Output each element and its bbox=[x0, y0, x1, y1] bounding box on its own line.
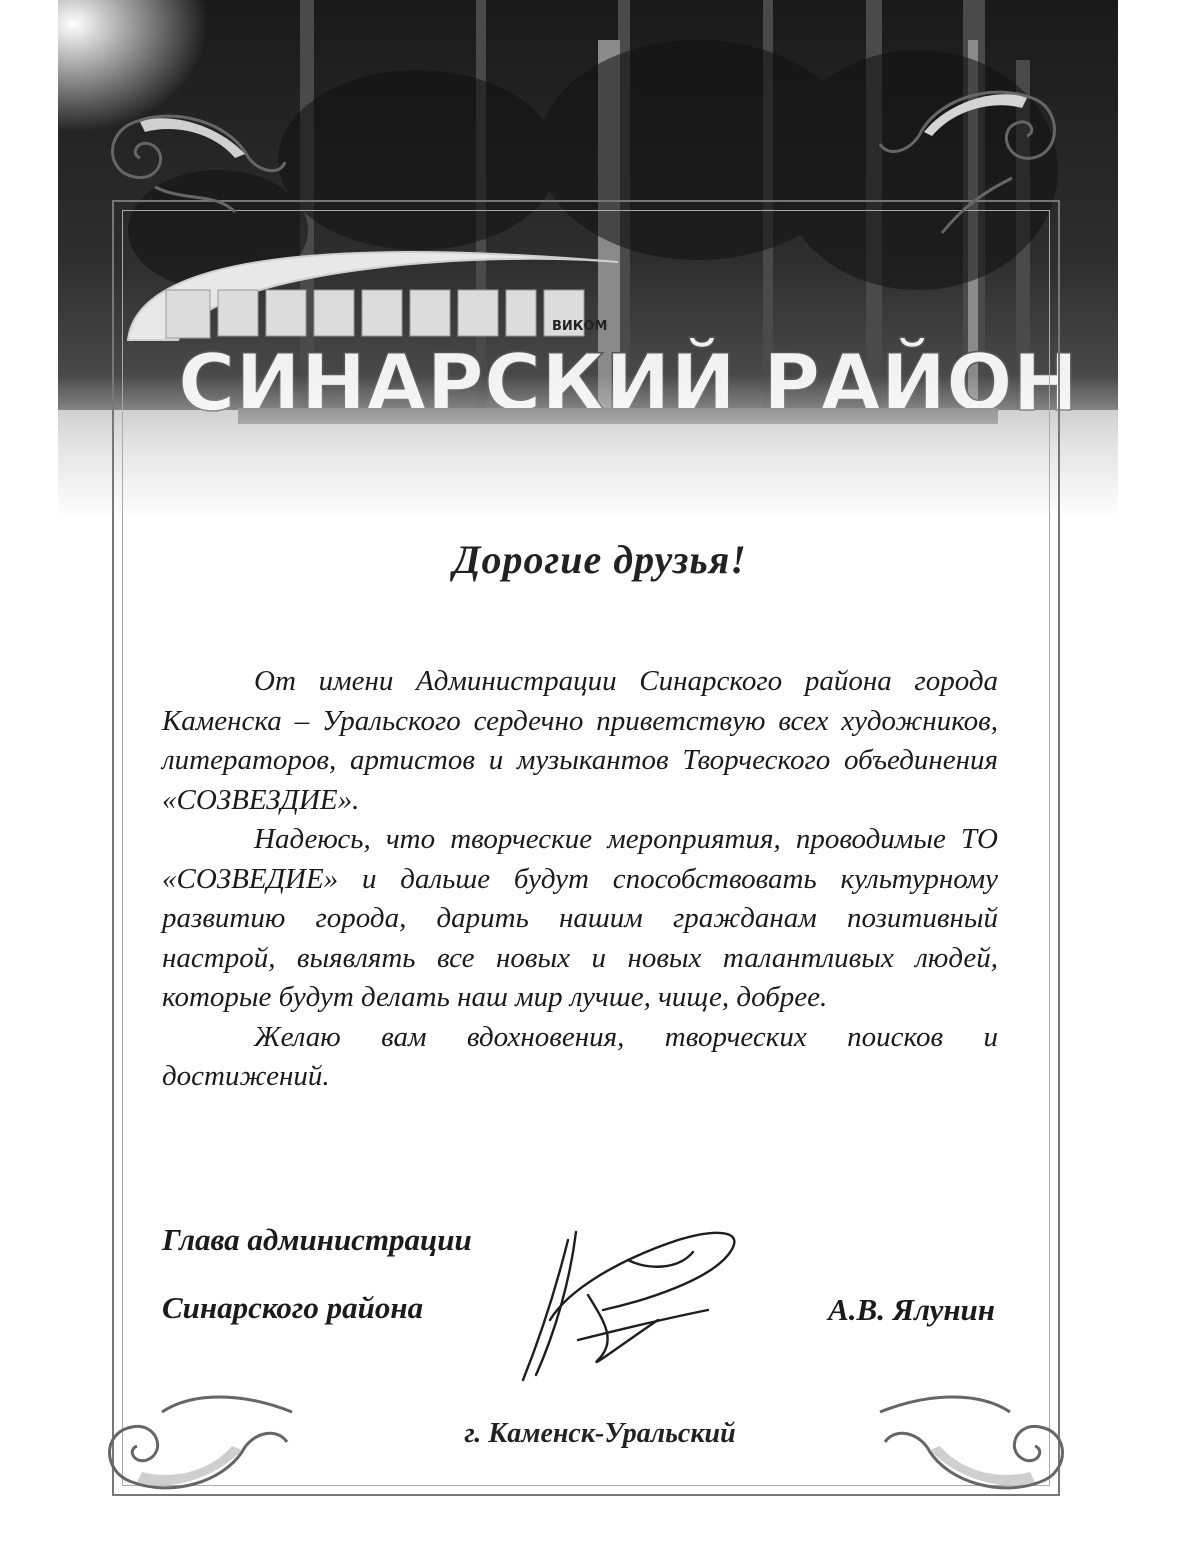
signatory-name: А.В. Ялунин bbox=[828, 1292, 995, 1327]
paragraph: От имени Администрации Синарского района города Каменска – Уральского сердечно приветствую всех художников, литераторов, артистов и музыкантов Творческого объединения «СОЗВЕЗДИЕ». bbox=[162, 665, 998, 816]
scroll-ornament-icon bbox=[95, 92, 295, 242]
paragraph: Надеюсь, что творческие мероприятия, проводимые ТО «СОЗВЕДИЕ» и дальше будут способствовать культурному развитию города, дарить нашим гражданам позитивный настрой, выявлять все новых и новых талантливых людей, которые будут делать наш мир лучше, чище, добрее. bbox=[162, 823, 998, 1013]
paragraph: Желаю вам вдохновения, творческих поисков и достижений. bbox=[162, 1020, 998, 1092]
letter-body bbox=[162, 662, 998, 1097]
footer-city: г. Каменск-Уральский bbox=[464, 1418, 736, 1449]
signatory-position-line2: Синарского района bbox=[162, 1290, 424, 1325]
handwritten-signature bbox=[508, 1200, 758, 1400]
signatory-position-line1: Глава администрации bbox=[162, 1222, 472, 1257]
scroll-ornament-icon bbox=[832, 68, 1072, 248]
greeting-heading: Дорогие друзья! bbox=[453, 537, 747, 582]
